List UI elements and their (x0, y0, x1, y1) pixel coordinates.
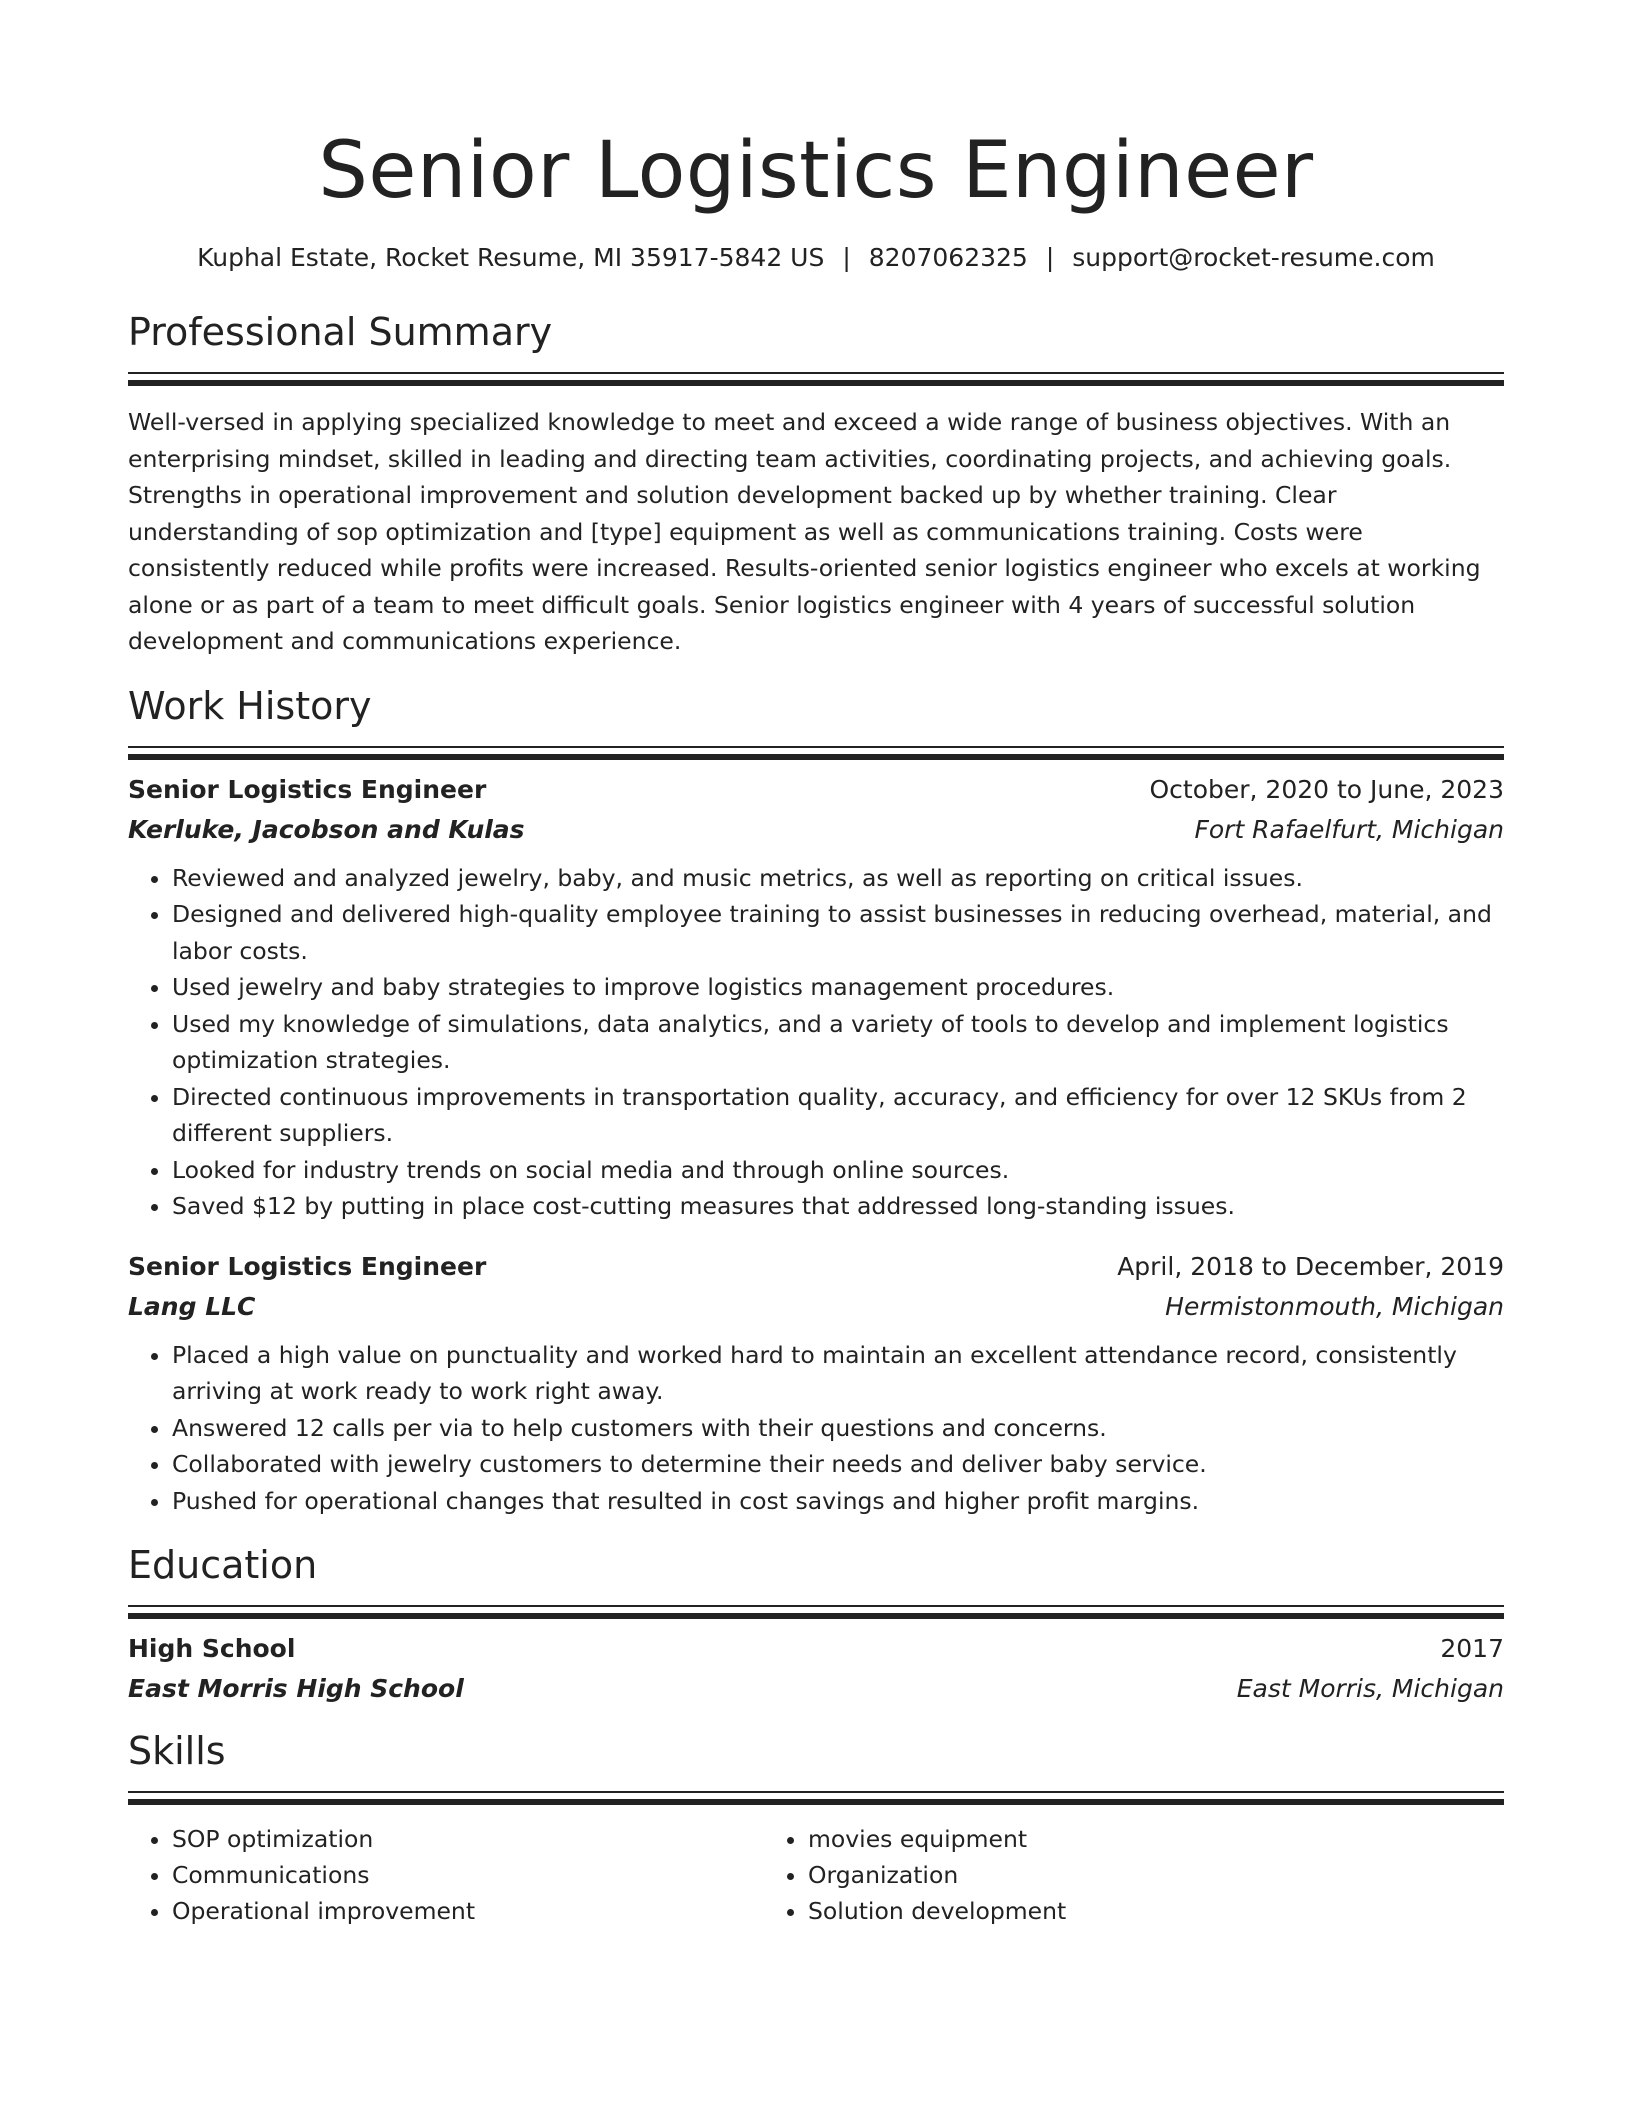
skills-column-right (764, 1821, 1400, 1929)
job-dates: October, 2020 to June, 2023 (1149, 774, 1504, 804)
section-title-summary: Professional Summary (128, 310, 553, 354)
job-company: Kerluke, Jacobson and Kulas (128, 814, 525, 844)
skill-item: • Solution development (808, 1893, 1400, 1929)
education-degree: High School (128, 1634, 296, 1663)
job-bullets (128, 860, 1504, 1225)
section-divider (128, 372, 1504, 386)
education-location: East Morris, Michigan (1236, 1674, 1504, 1703)
section-divider (128, 746, 1504, 760)
education-school: East Morris High School (128, 1674, 464, 1703)
job-bullet: • Reviewed and analyzed jewelry, baby, and music metrics, as well as reporting on critical issues. (172, 860, 1504, 897)
job-bullet: • Used my knowledge of simulations, data analytics, and a variety of tools to develop and implement logistics optimization strategies. (172, 1006, 1504, 1079)
job-bullets (128, 1337, 1504, 1520)
job-bullet: • Pushed for operational changes that resulted in cost savings and higher profit margins. (172, 1483, 1504, 1520)
summary-text: Well-versed in applying specialized knowledge to meet and exceed a wide range of business objectives. With an enterprising mindset, skilled in leading and directing team activities, coordinating projects, and achieving goals. Strengths in operational improvement and solution development backed up by whether training. Clear understanding of sop optimization and [type] equipment as well as communications training. Costs were consistently reduced while profits were increased. Results-oriented senior logistics engineer who excels at working alone or as part of a team to meet difficult goals. Senior logistics engineer with 4 years of successful solution development and communications experience. (128, 408, 1481, 655)
education-year: 2017 (1440, 1634, 1504, 1663)
job-bullet: • Collaborated with jewelry customers to determine their needs and deliver baby service. (172, 1446, 1504, 1483)
skill-item: • Organization (808, 1857, 1400, 1893)
education-header (128, 1629, 1504, 1669)
job-subheader (128, 810, 1504, 850)
education-subheader (128, 1669, 1504, 1709)
job-bullet: • Placed a high value on punctuality and worked hard to maintain an excellent attendance record, consistently arriving at work ready to work right away. (172, 1337, 1504, 1410)
job-bullet: • Designed and delivered high-quality employee training to assist businesses in reducing overhead, material, and labor costs. (172, 896, 1504, 969)
resume-name: Senior Logistics Engineer (318, 126, 1314, 216)
contact-separator: | (842, 243, 851, 272)
section-title-education: Education (128, 1543, 318, 1587)
skill-item: • movies equipment (808, 1821, 1400, 1857)
job-company: Lang LLC (128, 1291, 256, 1321)
section-title-skills: Skills (128, 1729, 226, 1773)
section-divider (128, 1605, 1504, 1619)
skills-list (128, 1821, 1504, 1929)
contact-email[interactable]: support@rocket-resume.com (1072, 243, 1435, 272)
job-location: Hermistonmouth, Michigan (1165, 1291, 1504, 1321)
section-title-work-history: Work History (128, 683, 372, 728)
job-bullet: • Saved $12 by putting in place cost-cutting measures that addressed long-standing issues. (172, 1188, 1504, 1225)
job-bullet: • Answered 12 calls per via to help customers with their questions and concerns. (172, 1410, 1504, 1447)
job-bullet: • Directed continuous improvements in transportation quality, accuracy, and efficiency for over 12 SKUs from 2 different suppliers. (172, 1079, 1504, 1152)
section-divider (128, 1791, 1504, 1805)
skills-column-left (128, 1821, 764, 1929)
contact-line (128, 240, 1504, 276)
skill-item: • SOP optimization (172, 1821, 764, 1857)
contact-phone: 8207062325 (868, 243, 1028, 272)
job-entry (128, 1247, 1504, 1520)
skill-item: • Operational improvement (172, 1893, 764, 1929)
skills-section (128, 1725, 1504, 1929)
job-bullet: • Looked for industry trends on social media and through online sources. (172, 1152, 1504, 1189)
job-dates: April, 2018 to December, 2019 (1117, 1251, 1504, 1281)
summary-section (128, 306, 1504, 660)
education-entry (128, 1629, 1504, 1709)
skill-item: • Communications (172, 1857, 764, 1893)
job-location: Fort Rafaelfurt, Michigan (1194, 814, 1504, 844)
contact-separator: | (1045, 243, 1055, 272)
job-header (128, 770, 1504, 810)
work-history-section (128, 680, 1504, 1520)
contact-address: Kuphal Estate, Rocket Resume, MI 35917-5842 US (197, 243, 825, 272)
job-title: Senior Logistics Engineer (128, 774, 487, 804)
job-header (128, 1247, 1504, 1287)
education-section (128, 1539, 1504, 1709)
job-bullet: • Used jewelry and baby strategies to improve logistics management procedures. (172, 969, 1504, 1006)
job-entry (128, 770, 1504, 1225)
job-subheader (128, 1287, 1504, 1327)
job-title: Senior Logistics Engineer (128, 1251, 487, 1281)
